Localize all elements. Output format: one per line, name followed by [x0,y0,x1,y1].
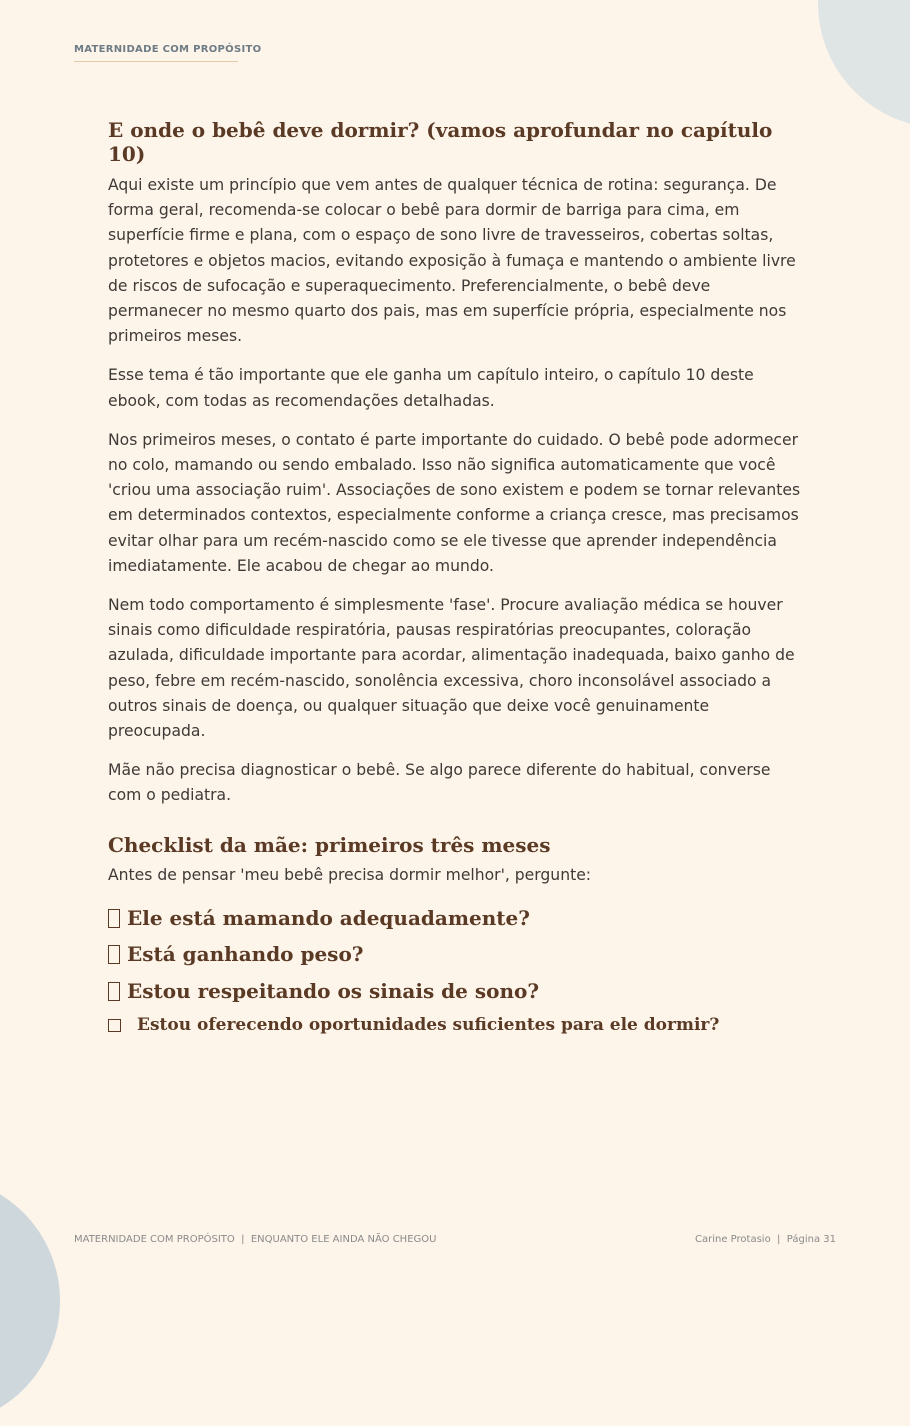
checklist-item-label: Ele está mamando adequadamente? [127,905,530,930]
footer-page-info: Carine Protasio | Página 31 [695,1234,836,1245]
checklist-item [108,973,808,1010]
checklist-intro: Antes de pensar 'meu bebê precisa dormir melhor', pergunte: [108,865,592,884]
checkbox-icon [108,909,120,928]
checklist-heading: Checklist da mãe: primeiros três meses [108,832,551,857]
corner-decoration-bottom-left [0,1176,60,1426]
checklist-item [108,900,808,937]
header-title: MATERNIDADE COM PROPÓSITO [74,44,262,55]
checklist-item-label: Estou respeitando os sinais de sono? [127,978,540,1003]
footer-left: MATERNIDADE COM PROPÓSITO | ENQUANTO ELE AINDA NÃO CHEGOU [74,1234,437,1245]
checklist-item-label: Estou oferecendo oportunidades suficientes para ele dormir? [137,1015,720,1036]
paragraph: Aqui existe um princípio que vem antes de qualquer técnica de rotina: segurança. De forma geral, recomenda-se colocar o bebê para dormir de barriga para cima, em superfície firme e plana, com o espaço de sono livre de travesseiros, cobertas soltas, protetores e objetos macios, evitando exposição à fumaça e mantendo o ambiente livre de riscos de sufocação e superaquecimento. Preferencialmente, o bebê deve permanecer no mesmo quarto dos pais, mas em superfície própria, especialmente nos primeiros meses. [108,176,796,346]
paragraph: Nem todo comportamento é simplesmente 'fase'. Procure avaliação médica se houver sinais como dificuldade respiratória, pausas respiratórias preocupantes, coloração azulada, dificuldade importante para acordar, alimentação inadequada, baixo ganho de peso, febre em recém-nascido, sonolência excessiva, choro inconsolável associado a outros sinais de doença, ou qualquer situação que deixe você genuinamente preocupada. [108,596,795,741]
corner-decoration-top-right [818,0,910,128]
checkbox-icon [108,982,120,1001]
header-divider [74,61,238,62]
checkbox-icon [108,945,120,964]
paragraph: Mãe não precisa diagnosticar o bebê. Se algo parece diferente do habitual, converse com o pediatra. [108,761,771,805]
page-header [74,44,261,62]
paragraph: Esse tema é tão importante que ele ganha um capítulo inteiro, o capítulo 10 deste ebook, com todas as recomendações detalhadas. [108,366,754,410]
paragraph: Nos primeiros meses, o contato é parte importante do cuidado. O bebê pode adormecer no colo, mamando ou sendo embalado. Isso não significa automaticamente que você 'criou uma associação ruim'. Associações de sono existem e podem se tornar relevantes em determinados contextos, especialmente conforme a criança cresce, mas precisamos evitar olhar para um recém-nascido como se ele tivesse que aprender independência imediatamente. Ele acabou de chegar ao mundo. [108,430,801,575]
checklist-item-label: Está ganhando peso? [127,942,364,967]
checkbox-icon [108,1019,121,1032]
section-heading: E onde o bebê deve dormir? (vamos aprofundar no capítulo 10) [108,118,773,166]
checklist-item [108,1011,808,1039]
page-content [108,118,808,1039]
checklist-item [108,936,808,973]
